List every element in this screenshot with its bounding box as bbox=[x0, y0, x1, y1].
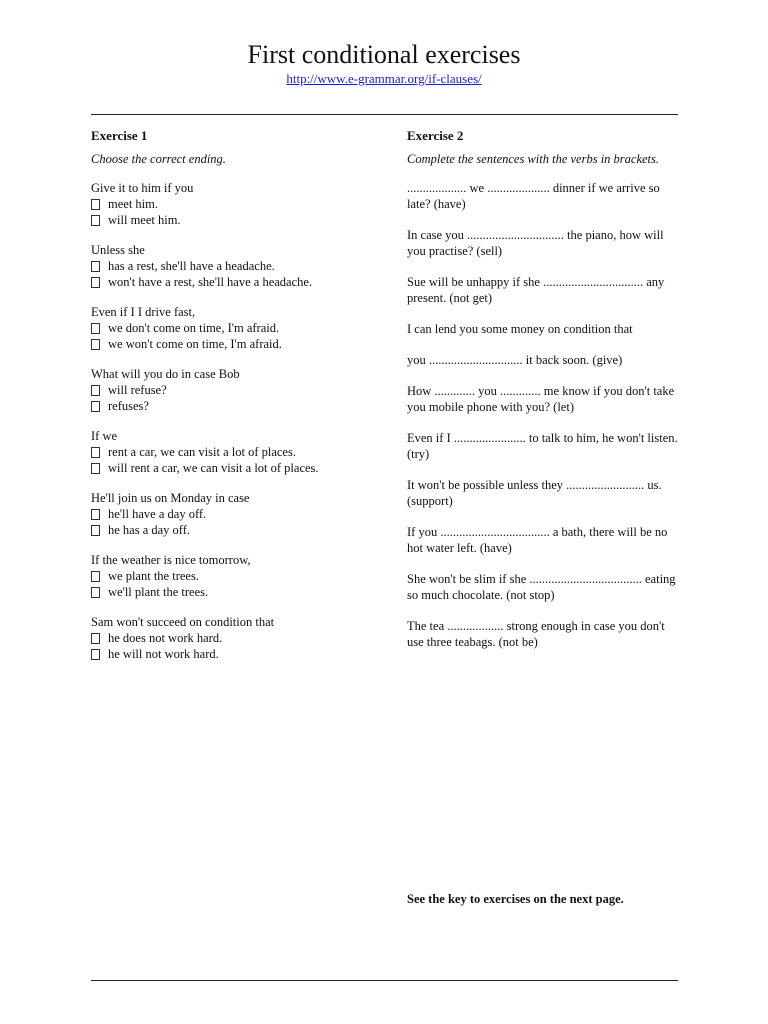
gap-sentence: Even if I ....................... to talk to him, he won't listen. (try) bbox=[407, 431, 678, 461]
question-stem: Give it to him if you bbox=[91, 181, 194, 195]
gap-sentence: The tea .................. strong enough in case you don't use three teabags. (not be) bbox=[407, 619, 665, 649]
option-label: he does not work hard. bbox=[108, 631, 223, 645]
exercise-2-instruction: Complete the sentences with the verbs in brackets. bbox=[407, 152, 660, 166]
question-item bbox=[91, 552, 391, 600]
option-label: has a rest, she'll have a headache. bbox=[108, 259, 275, 273]
option-label: won't have a rest, she'll have a headache. bbox=[108, 275, 313, 289]
checkbox-icon[interactable] bbox=[91, 509, 100, 520]
checkbox-icon[interactable] bbox=[91, 463, 100, 474]
checkbox-icon[interactable] bbox=[91, 277, 100, 288]
page-title: First conditional exercises bbox=[247, 40, 521, 69]
answer-option[interactable] bbox=[91, 522, 391, 538]
checkbox-icon[interactable] bbox=[91, 447, 100, 458]
question-stem: If the weather is nice tomorrow, bbox=[91, 553, 251, 567]
exercise-2 bbox=[407, 128, 682, 665]
option-label: refuses? bbox=[108, 399, 149, 413]
answer-option[interactable] bbox=[91, 460, 391, 476]
answer-option[interactable] bbox=[91, 398, 391, 414]
checkbox-icon[interactable] bbox=[91, 385, 100, 396]
checkbox-icon[interactable] bbox=[91, 525, 100, 536]
answer-option[interactable] bbox=[91, 382, 391, 398]
gap-sentence: If you ................................... a bath, there will be no hot water left. (have) bbox=[407, 525, 668, 555]
checkbox-icon[interactable] bbox=[91, 401, 100, 412]
checkbox-icon[interactable] bbox=[91, 649, 100, 660]
question-item bbox=[91, 428, 391, 476]
question-item bbox=[91, 490, 391, 538]
checkbox-icon[interactable] bbox=[91, 199, 100, 210]
option-label: we plant the trees. bbox=[108, 569, 199, 583]
exercise-2-sentences bbox=[407, 180, 682, 650]
checkbox-icon[interactable] bbox=[91, 633, 100, 644]
option-label: meet him. bbox=[108, 197, 158, 211]
option-label: will meet him. bbox=[108, 213, 181, 227]
answer-option[interactable] bbox=[91, 646, 391, 662]
source-link-container bbox=[0, 71, 768, 87]
answer-option[interactable] bbox=[91, 584, 391, 600]
exercise-2-title: Exercise 2 bbox=[407, 128, 464, 143]
checkbox-icon[interactable] bbox=[91, 323, 100, 334]
answer-option[interactable] bbox=[91, 444, 391, 460]
answer-option[interactable] bbox=[91, 568, 391, 584]
answer-option[interactable] bbox=[91, 274, 391, 290]
option-label: we don't come on time, I'm afraid. bbox=[108, 321, 280, 335]
bottom-divider bbox=[91, 980, 678, 981]
answer-option[interactable] bbox=[91, 196, 391, 212]
exercise-1 bbox=[91, 128, 391, 676]
answer-option[interactable] bbox=[91, 336, 391, 352]
answer-option[interactable] bbox=[91, 320, 391, 336]
question-item bbox=[91, 366, 391, 414]
question-item bbox=[91, 304, 391, 352]
question-stem: Even if I I drive fast, bbox=[91, 305, 196, 319]
checkbox-icon[interactable] bbox=[91, 215, 100, 226]
option-label: he will not work hard. bbox=[108, 647, 219, 661]
option-label: we'll plant the trees. bbox=[108, 585, 209, 599]
option-label: will refuse? bbox=[108, 383, 167, 397]
question-item bbox=[91, 614, 391, 662]
checkbox-icon[interactable] bbox=[91, 339, 100, 350]
checkbox-icon[interactable] bbox=[91, 587, 100, 598]
answer-option[interactable] bbox=[91, 258, 391, 274]
question-stem: What will you do in case Bob bbox=[91, 367, 240, 381]
question-stem: Unless she bbox=[91, 243, 145, 257]
answer-option[interactable] bbox=[91, 212, 391, 228]
option-label: we won't come on time, I'm afraid. bbox=[108, 337, 282, 351]
exercise-1-questions bbox=[91, 180, 391, 662]
checkbox-icon[interactable] bbox=[91, 571, 100, 582]
checkbox-icon[interactable] bbox=[91, 261, 100, 272]
gap-sentence: I can lend you some money on condition that bbox=[407, 322, 633, 336]
option-label: rent a car, we can visit a lot of places. bbox=[108, 445, 296, 459]
top-divider bbox=[91, 114, 678, 115]
answer-option[interactable] bbox=[91, 506, 391, 522]
question-stem: If we bbox=[91, 429, 118, 443]
option-label: will rent a car, we can visit a lot of places. bbox=[108, 461, 319, 475]
exercise-1-instruction: Choose the correct ending. bbox=[91, 152, 226, 166]
question-item bbox=[91, 242, 391, 290]
gap-sentence: She won't be slim if she .................................... eating so much chocolate. (not stop) bbox=[407, 572, 676, 602]
question-item bbox=[91, 180, 391, 228]
gap-sentence: How ............. you ............. me know if you don't take you mobile phone with you? (let) bbox=[407, 384, 675, 414]
source-link[interactable]: http://www.e-grammar.org/if-clauses/ bbox=[286, 71, 482, 86]
option-label: he has a day off. bbox=[108, 523, 191, 537]
exercise-1-title: Exercise 1 bbox=[91, 128, 148, 143]
key-note: See the key to exercises on the next page. bbox=[407, 892, 624, 906]
question-stem: He'll join us on Monday in case bbox=[91, 491, 250, 505]
option-label: he'll have a day off. bbox=[108, 507, 207, 521]
gap-sentence: you .............................. it back soon. (give) bbox=[407, 353, 623, 367]
gap-sentence: ................... we .................... dinner if we arrive so late? (have) bbox=[407, 181, 660, 211]
gap-sentence: In case you ............................... the piano, how will you practise? (sell) bbox=[407, 228, 664, 258]
question-stem: Sam won't succeed on condition that bbox=[91, 615, 275, 629]
answer-option[interactable] bbox=[91, 630, 391, 646]
gap-sentence: Sue will be unhappy if she ................................ any present. (not get) bbox=[407, 275, 665, 305]
gap-sentence: It won't be possible unless they ......................... us. (support) bbox=[407, 478, 662, 508]
